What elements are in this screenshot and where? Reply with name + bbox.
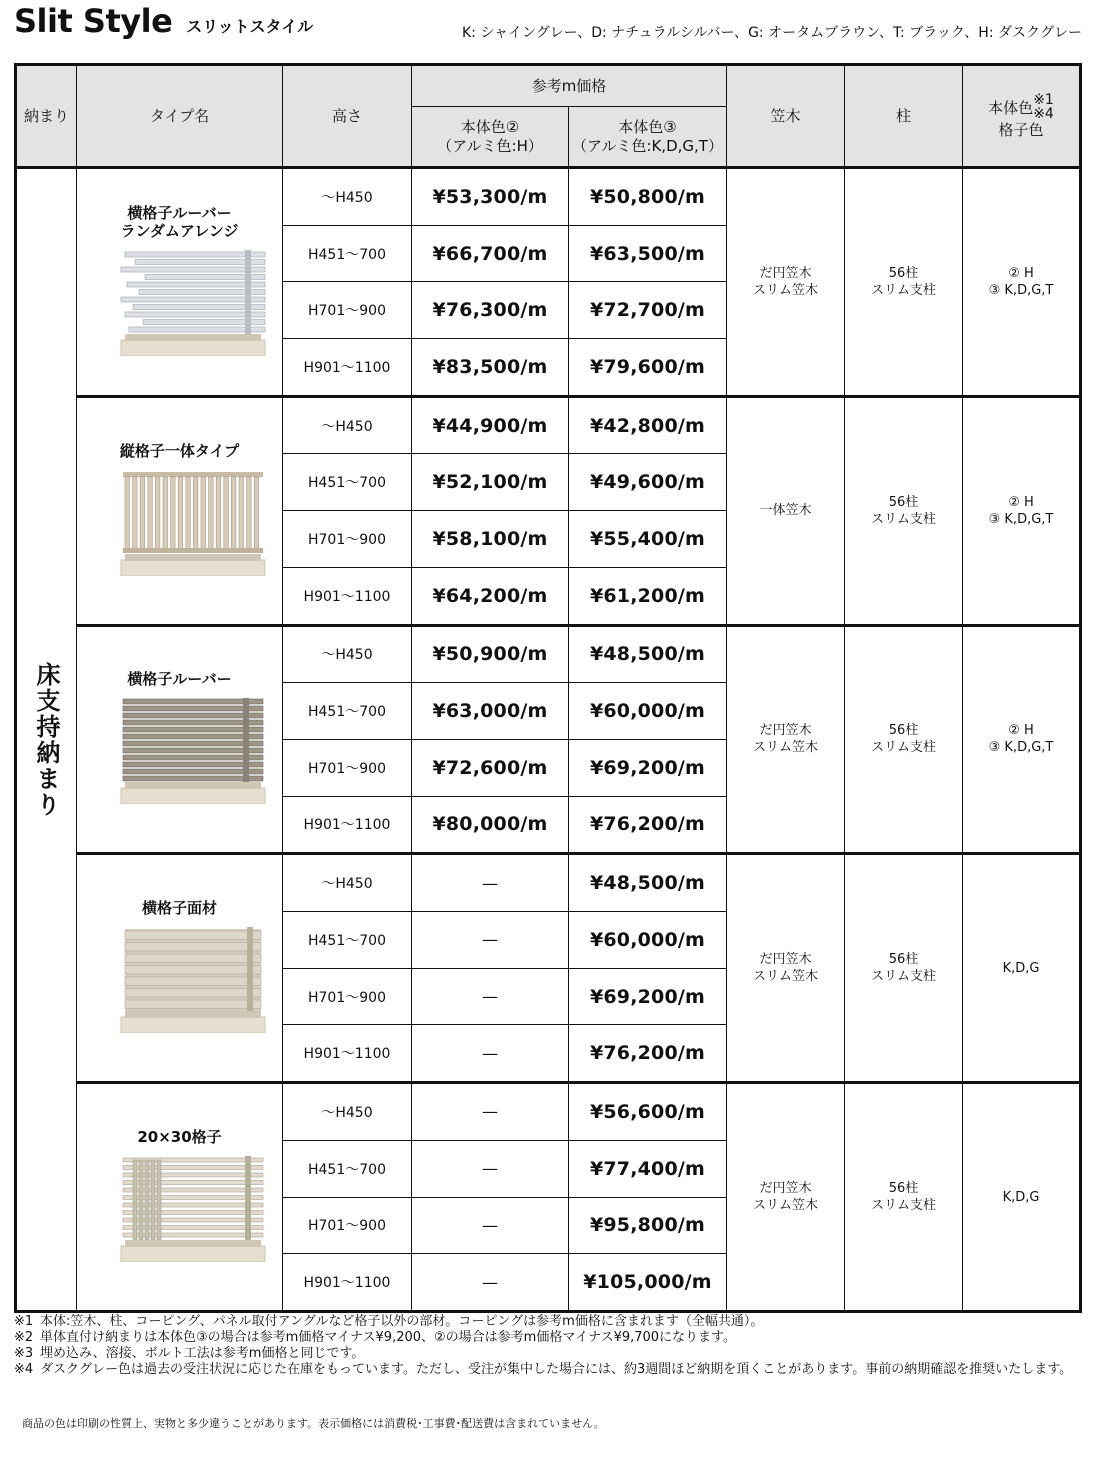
height-cell: H701～900	[283, 511, 412, 568]
price3-cell: ¥105,000/m	[569, 1254, 727, 1312]
price3-cell: ¥72,700/m	[569, 282, 727, 339]
color-cell: ② H ③ K,D,G,T	[963, 625, 1081, 854]
price3-cell: ¥61,200/m	[569, 567, 727, 625]
louver-fence-icon	[119, 696, 267, 804]
header-height: 高さ	[283, 65, 412, 168]
price3-cell: ¥63,500/m	[569, 225, 727, 282]
color-cell: K,D,G	[963, 1083, 1081, 1312]
height-cell: ～H450	[283, 396, 412, 454]
osamari-label: 床支持納まり	[32, 661, 60, 818]
note-mark: ※2	[14, 1330, 34, 1345]
price3-cell: ¥76,200/m	[569, 1025, 727, 1083]
height-cell: H701～900	[283, 282, 412, 339]
note-mark: ※4	[14, 1362, 34, 1377]
table-row	[16, 168, 1081, 226]
header-color2-line2: （アルミ色:H）	[437, 136, 543, 155]
price2-cell: ¥80,000/m	[412, 796, 569, 854]
type-name: 縦格子一体タイプ	[119, 441, 240, 460]
price3-cell: ¥48,500/m	[569, 854, 727, 912]
type-cell	[77, 396, 283, 625]
type-cell	[77, 168, 283, 397]
price3-cell: ¥49,600/m	[569, 454, 727, 511]
price2-cell: —	[412, 968, 569, 1025]
random-louver-fence-icon	[119, 248, 267, 356]
page-title	[14, 2, 313, 42]
price2-cell: ¥44,900/m	[412, 396, 569, 454]
notes	[14, 1314, 1084, 1378]
price2-cell: —	[412, 1025, 569, 1083]
table-row	[16, 1083, 1081, 1141]
price2-cell: ¥63,000/m	[412, 683, 569, 740]
price3-cell: ¥79,600/m	[569, 339, 727, 397]
title-sub: スリットスタイル	[186, 17, 314, 36]
height-cell: H701～900	[283, 739, 412, 796]
color-cell: ② H ③ K,D,G,T	[963, 396, 1081, 625]
height-cell: H451～700	[283, 912, 412, 969]
price2-cell: ¥50,900/m	[412, 625, 569, 683]
type-cell	[77, 854, 283, 1083]
hashira-cell: 56柱 スリム支柱	[845, 168, 963, 397]
height-cell: ～H450	[283, 168, 412, 226]
price2-cell: ¥53,300/m	[412, 168, 569, 226]
price2-cell: ¥72,600/m	[412, 739, 569, 796]
note-item	[14, 1362, 1084, 1378]
height-cell: H701～900	[283, 968, 412, 1025]
color-cell: ② H ③ K,D,G,T	[963, 168, 1081, 397]
header-kasagi: 笠木	[727, 65, 845, 168]
panel-fence-icon	[119, 925, 267, 1033]
kasagi-cell: だ円笠木 スリム笠木	[727, 625, 845, 854]
header-color2	[412, 107, 569, 168]
height-cell: H451～700	[283, 454, 412, 511]
height-cell: H451～700	[283, 1140, 412, 1197]
type-name: 20×30格子	[137, 1128, 222, 1147]
height-cell: ～H450	[283, 1083, 412, 1141]
price3-cell: ¥55,400/m	[569, 511, 727, 568]
note-text: ダスクグレー色は過去の受注状況に応じた在庫をもっています。ただし、受注が集中した場合には、約3週間ほど納期を頂くことがあります。事前の納期確認を推奨いたします。	[40, 1362, 1073, 1377]
note-mark: ※3	[14, 1346, 34, 1361]
note-item	[14, 1330, 1084, 1346]
price2-cell: ¥83,500/m	[412, 339, 569, 397]
price3-cell: ¥56,600/m	[569, 1083, 727, 1141]
hashira-cell: 56柱 スリム支柱	[845, 1083, 963, 1312]
hashira-cell: 56柱 スリム支柱	[845, 625, 963, 854]
height-cell: H701～900	[283, 1197, 412, 1254]
note-mark: ※1	[14, 1314, 34, 1329]
kasagi-cell: だ円笠木 スリム笠木	[727, 854, 845, 1083]
price2-cell: —	[412, 1140, 569, 1197]
kasagi-cell: だ円笠木 スリム笠木	[727, 1083, 845, 1312]
note-item	[14, 1346, 1084, 1362]
header-type-name: タイプ名	[77, 65, 283, 168]
type-cell	[77, 1083, 283, 1312]
header-note-mark1: ※1	[1033, 91, 1054, 108]
table-row	[16, 854, 1081, 912]
table-body	[16, 168, 1081, 1312]
hashira-cell: 56柱 スリム支柱	[845, 396, 963, 625]
price3-cell: ¥69,200/m	[569, 968, 727, 1025]
header-ref-price: 参考m価格	[412, 65, 727, 107]
price3-cell: ¥76,200/m	[569, 796, 727, 854]
header-osamari: 納まり	[16, 65, 77, 168]
header-color3-line2: （アルミ色:K,D,G,T）	[572, 136, 723, 155]
price2-cell: —	[412, 1197, 569, 1254]
height-cell: ～H450	[283, 854, 412, 912]
vertical-lattice-fence-icon	[119, 468, 267, 576]
price3-cell: ¥69,200/m	[569, 739, 727, 796]
header-hashira: 柱	[845, 65, 963, 168]
price-table	[14, 63, 1082, 1313]
header-note-mark4: ※4	[1033, 105, 1054, 122]
price3-cell: ¥48,500/m	[569, 625, 727, 683]
price3-cell: ¥60,000/m	[569, 912, 727, 969]
color-cell: K,D,G	[963, 854, 1081, 1083]
kasagi-cell: 一体笠木	[727, 396, 845, 625]
height-cell: ～H450	[283, 625, 412, 683]
header-grid-color: 格子色	[998, 120, 1044, 139]
type-name: 横格子面材	[141, 899, 217, 918]
price2-cell: ¥52,100/m	[412, 454, 569, 511]
price3-cell: ¥95,800/m	[569, 1197, 727, 1254]
price3-cell: ¥77,400/m	[569, 1140, 727, 1197]
height-cell: H901～1100	[283, 796, 412, 854]
price2-cell: ¥76,300/m	[412, 282, 569, 339]
note-text: 本体:笠木、柱、コーピング、パネル取付アングルなど格子以外の部材。コーピングは参考m価格に含まれます（全幅共通）。	[40, 1314, 764, 1329]
header-body-color	[963, 65, 1081, 168]
height-cell: H451～700	[283, 225, 412, 282]
price2-cell: —	[412, 1254, 569, 1312]
height-cell: H901～1100	[283, 1254, 412, 1312]
hashira-cell: 56柱 スリム支柱	[845, 854, 963, 1083]
price3-cell: ¥42,800/m	[569, 396, 727, 454]
kasagi-cell: だ円笠木 スリム笠木	[727, 168, 845, 397]
type-name: 横格子ルーバー	[127, 670, 232, 689]
price2-cell: —	[412, 912, 569, 969]
note-text: 埋め込み、溶接、ボルト工法は参考m価格と同じです。	[40, 1346, 365, 1361]
height-cell: H901～1100	[283, 339, 412, 397]
header-body-color-label: 本体色	[988, 98, 1034, 117]
osamari-cell	[16, 168, 77, 1312]
price2-cell: ¥64,200/m	[412, 567, 569, 625]
footer-disclaimer: 商品の色は印刷の性質上、実物と多少違うことがあります。表示価格には消費税･工事費･配送費は含まれていません。	[22, 1417, 605, 1430]
header-color3	[569, 107, 727, 168]
type-name: 横格子ルーバー ランダムアレンジ	[120, 203, 239, 240]
price3-cell: ¥60,000/m	[569, 683, 727, 740]
price2-cell: —	[412, 1083, 569, 1141]
price2-cell: —	[412, 854, 569, 912]
note-text: 単体直付け納まりは本体色③の場合は参考m価格マイナス¥9,200、②の場合は参考m価格マイナス¥9,700になります。	[40, 1330, 737, 1345]
price2-cell: ¥66,700/m	[412, 225, 569, 282]
height-cell: H901～1100	[283, 1025, 412, 1083]
table-row	[16, 625, 1081, 683]
price3-cell: ¥50,800/m	[569, 168, 727, 226]
header-color2-line1: 本体色②	[460, 117, 520, 136]
title-main: Slit Style	[14, 2, 173, 40]
table-row	[16, 396, 1081, 454]
height-cell: H451～700	[283, 683, 412, 740]
type-cell	[77, 625, 283, 854]
note-item	[14, 1314, 1084, 1330]
lattice-20x30-fence-icon	[119, 1154, 267, 1262]
height-cell: H901～1100	[283, 567, 412, 625]
color-legend: K: シャイングレー、D: ナチュラルシルバー、G: オータムブラウン、T: ブラック、H: ダスクグレー	[461, 25, 1082, 41]
header-color3-line1: 本体色③	[618, 117, 677, 136]
price2-cell: ¥58,100/m	[412, 511, 569, 568]
